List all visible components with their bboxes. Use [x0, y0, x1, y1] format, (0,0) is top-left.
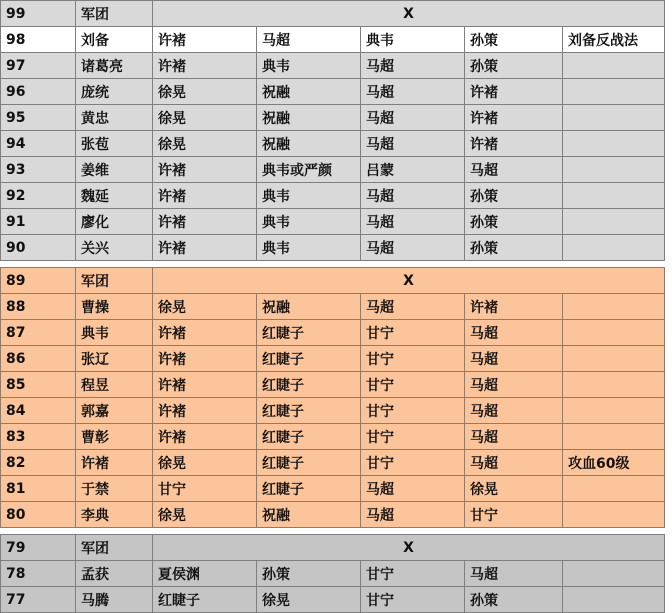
- note-cell: [563, 372, 665, 398]
- boss-cell: 郭嘉: [76, 398, 153, 424]
- level-cell: 91: [1, 209, 76, 235]
- group-value-cell: X: [153, 535, 665, 561]
- note-cell: [563, 53, 665, 79]
- slot-4-cell: 孙策: [465, 235, 563, 261]
- table-row: [1, 27, 665, 53]
- slot-2-cell: 红睫子: [257, 476, 361, 502]
- slot-3-cell: 典韦: [361, 27, 465, 53]
- boss-cell: 廖化: [76, 209, 153, 235]
- table-row: [1, 398, 665, 424]
- slot-2-cell: 红睫子: [257, 424, 361, 450]
- slot-3-cell: 马超: [361, 79, 465, 105]
- table-row: [1, 372, 665, 398]
- level-cell: 83: [1, 424, 76, 450]
- note-cell: [563, 398, 665, 424]
- slot-1-cell: 许褚: [153, 424, 257, 450]
- slot-2-cell: 祝融: [257, 131, 361, 157]
- boss-cell: 曹操: [76, 294, 153, 320]
- boss-cell: 黄忠: [76, 105, 153, 131]
- level-cell: 79: [1, 535, 76, 561]
- slot-1-cell: 许褚: [153, 53, 257, 79]
- level-cell: 89: [1, 268, 76, 294]
- slot-1-cell: 徐晃: [153, 294, 257, 320]
- group-header-row: [1, 1, 665, 27]
- table-row: [1, 209, 665, 235]
- table-row: [1, 79, 665, 105]
- slot-4-cell: 马超: [465, 561, 563, 587]
- slot-3-cell: 甘宁: [361, 320, 465, 346]
- note-cell: [563, 209, 665, 235]
- note-cell: [563, 235, 665, 261]
- boss-cell: 姜维: [76, 157, 153, 183]
- slot-4-cell: 许褚: [465, 105, 563, 131]
- slot-1-cell: 红睫子: [153, 587, 257, 613]
- slot-3-cell: 马超: [361, 105, 465, 131]
- group-label-cell: 军团: [76, 535, 153, 561]
- separator-cell: [1, 261, 665, 268]
- boss-cell: 张苞: [76, 131, 153, 157]
- slot-1-cell: 许褚: [153, 398, 257, 424]
- table-row: [1, 53, 665, 79]
- table-row: [1, 157, 665, 183]
- slot-1-cell: 许褚: [153, 372, 257, 398]
- slot-2-cell: 祝融: [257, 79, 361, 105]
- slot-4-cell: 马超: [465, 398, 563, 424]
- boss-cell: 典韦: [76, 320, 153, 346]
- table-row: [1, 476, 665, 502]
- slot-2-cell: 孙策: [257, 561, 361, 587]
- slot-3-cell: 马超: [361, 209, 465, 235]
- slot-3-cell: 甘宁: [361, 346, 465, 372]
- slot-1-cell: 许褚: [153, 157, 257, 183]
- level-cell: 93: [1, 157, 76, 183]
- slot-1-cell: 徐晃: [153, 131, 257, 157]
- group-value-cell: X: [153, 1, 665, 27]
- slot-3-cell: 甘宁: [361, 372, 465, 398]
- table-row: [1, 346, 665, 372]
- slot-2-cell: 徐晃: [257, 587, 361, 613]
- slot-4-cell: 孙策: [465, 209, 563, 235]
- slot-4-cell: 徐晃: [465, 476, 563, 502]
- slot-4-cell: 孙策: [465, 587, 563, 613]
- table-row: [1, 105, 665, 131]
- level-cell: 94: [1, 131, 76, 157]
- note-cell: [563, 561, 665, 587]
- group-label-cell: 军团: [76, 268, 153, 294]
- note-cell: [563, 502, 665, 528]
- note-cell: 刘备反战法: [563, 27, 665, 53]
- table-row: [1, 561, 665, 587]
- level-cell: 97: [1, 53, 76, 79]
- slot-2-cell: 典韦: [257, 53, 361, 79]
- slot-3-cell: 甘宁: [361, 398, 465, 424]
- level-cell: 87: [1, 320, 76, 346]
- slot-2-cell: 马超: [257, 27, 361, 53]
- slot-4-cell: 马超: [465, 424, 563, 450]
- slot-4-cell: 马超: [465, 320, 563, 346]
- slot-3-cell: 马超: [361, 183, 465, 209]
- boss-cell: 关兴: [76, 235, 153, 261]
- slot-1-cell: 许褚: [153, 346, 257, 372]
- slot-1-cell: 许褚: [153, 183, 257, 209]
- note-cell: 攻血60级: [563, 450, 665, 476]
- group-value-cell: X: [153, 268, 665, 294]
- group-header-row: [1, 535, 665, 561]
- boss-cell: 刘备: [76, 27, 153, 53]
- slot-4-cell: 马超: [465, 372, 563, 398]
- level-cell: 86: [1, 346, 76, 372]
- slot-1-cell: 许褚: [153, 235, 257, 261]
- table-row: [1, 502, 665, 528]
- level-cell: 85: [1, 372, 76, 398]
- level-cell: 84: [1, 398, 76, 424]
- slot-4-cell: 甘宁: [465, 502, 563, 528]
- boss-cell: 许褚: [76, 450, 153, 476]
- slot-4-cell: 许褚: [465, 79, 563, 105]
- note-cell: [563, 424, 665, 450]
- slot-3-cell: 马超: [361, 294, 465, 320]
- level-cell: 81: [1, 476, 76, 502]
- slot-2-cell: 祝融: [257, 294, 361, 320]
- slot-4-cell: 马超: [465, 157, 563, 183]
- slot-2-cell: 红睫子: [257, 450, 361, 476]
- table-row: [1, 320, 665, 346]
- slot-4-cell: 孙策: [465, 27, 563, 53]
- note-cell: [563, 105, 665, 131]
- table-row: [1, 450, 665, 476]
- level-cell: 98: [1, 27, 76, 53]
- level-cell: 77: [1, 587, 76, 613]
- group-separator: [1, 261, 665, 268]
- slot-3-cell: 马超: [361, 53, 465, 79]
- note-cell: [563, 157, 665, 183]
- slot-3-cell: 马超: [361, 131, 465, 157]
- level-cell: 95: [1, 105, 76, 131]
- slot-2-cell: 红睫子: [257, 320, 361, 346]
- slot-4-cell: 孙策: [465, 53, 563, 79]
- boss-cell: 程昱: [76, 372, 153, 398]
- level-cell: 80: [1, 502, 76, 528]
- slot-1-cell: 徐晃: [153, 450, 257, 476]
- slot-3-cell: 甘宁: [361, 561, 465, 587]
- slot-2-cell: 典韦: [257, 235, 361, 261]
- level-cell: 88: [1, 294, 76, 320]
- group-header-row: [1, 268, 665, 294]
- note-cell: [563, 131, 665, 157]
- slot-1-cell: 许褚: [153, 27, 257, 53]
- boss-cell: 于禁: [76, 476, 153, 502]
- group-separator: [1, 528, 665, 535]
- slot-3-cell: 甘宁: [361, 587, 465, 613]
- slot-1-cell: 徐晃: [153, 502, 257, 528]
- boss-cell: 庞统: [76, 79, 153, 105]
- level-cell: 90: [1, 235, 76, 261]
- slot-3-cell: 马超: [361, 502, 465, 528]
- level-cell: 99: [1, 1, 76, 27]
- boss-cell: 曹彰: [76, 424, 153, 450]
- level-cell: 92: [1, 183, 76, 209]
- separator-cell: [1, 528, 665, 535]
- boss-cell: 孟获: [76, 561, 153, 587]
- level-cell: 82: [1, 450, 76, 476]
- slot-2-cell: 红睫子: [257, 346, 361, 372]
- boss-cell: 马腾: [76, 587, 153, 613]
- note-cell: [563, 346, 665, 372]
- slot-1-cell: 许褚: [153, 320, 257, 346]
- note-cell: [563, 476, 665, 502]
- slot-4-cell: 许褚: [465, 131, 563, 157]
- slot-3-cell: 甘宁: [361, 424, 465, 450]
- table-row: [1, 294, 665, 320]
- level-cell: 96: [1, 79, 76, 105]
- slot-4-cell: 马超: [465, 450, 563, 476]
- note-cell: [563, 183, 665, 209]
- slot-2-cell: 祝融: [257, 502, 361, 528]
- boss-cell: 李典: [76, 502, 153, 528]
- slot-3-cell: 马超: [361, 235, 465, 261]
- table-row: [1, 183, 665, 209]
- slot-1-cell: 甘宁: [153, 476, 257, 502]
- lineup-table-body: [1, 1, 665, 613]
- boss-cell: 诸葛亮: [76, 53, 153, 79]
- table-row: [1, 131, 665, 157]
- slot-4-cell: 许褚: [465, 294, 563, 320]
- slot-4-cell: 马超: [465, 346, 563, 372]
- slot-2-cell: 典韦: [257, 183, 361, 209]
- slot-2-cell: 典韦或严颜: [257, 157, 361, 183]
- slot-2-cell: 典韦: [257, 209, 361, 235]
- slot-3-cell: 吕蒙: [361, 157, 465, 183]
- slot-1-cell: 许褚: [153, 209, 257, 235]
- slot-2-cell: 祝融: [257, 105, 361, 131]
- table-row: [1, 235, 665, 261]
- slot-4-cell: 孙策: [465, 183, 563, 209]
- slot-2-cell: 红睫子: [257, 398, 361, 424]
- note-cell: [563, 79, 665, 105]
- level-cell: 78: [1, 561, 76, 587]
- group-label-cell: 军团: [76, 1, 153, 27]
- boss-cell: 魏延: [76, 183, 153, 209]
- slot-1-cell: 徐晃: [153, 105, 257, 131]
- slot-2-cell: 红睫子: [257, 372, 361, 398]
- boss-cell: 张辽: [76, 346, 153, 372]
- table-row: [1, 424, 665, 450]
- slot-1-cell: 夏侯渊: [153, 561, 257, 587]
- slot-1-cell: 徐晃: [153, 79, 257, 105]
- slot-3-cell: 马超: [361, 476, 465, 502]
- slot-3-cell: 甘宁: [361, 450, 465, 476]
- note-cell: [563, 320, 665, 346]
- note-cell: [563, 294, 665, 320]
